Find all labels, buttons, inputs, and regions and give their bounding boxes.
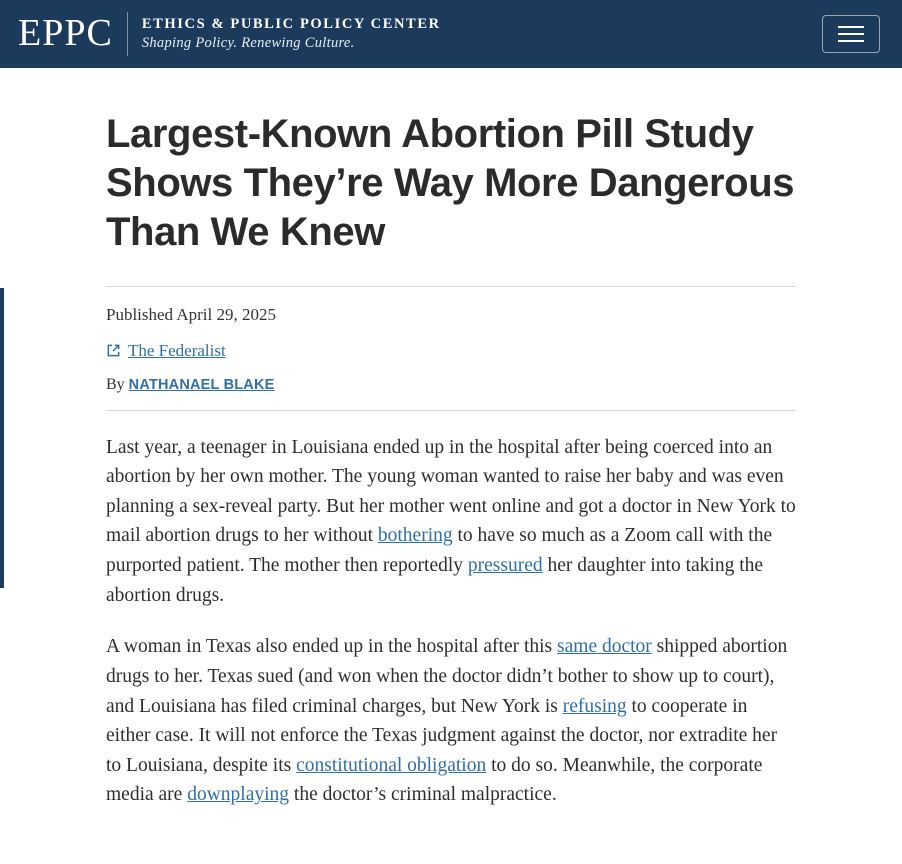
article-paragraph: A woman in Texas also ended up in the hospital after this same doctor shipped abortion drugs to her. Texas sued (and won when the doctor didn’t bother to show up to court), and Louisiana has filed criminal charges, but New York is refusing to cooperate in either case. It will not enforce the Texas judgment against the doctor, nor extradite her to Louisiana, despite its constitutional obligation to do so. Meanwhile, the corporate media are downplaying the doctor’s criminal malpractice. — [106, 636, 788, 806]
hamburger-bar — [838, 40, 864, 42]
site-brand[interactable] — [18, 12, 441, 56]
site-header — [0, 0, 902, 68]
brand-organization-name: ETHICS & PUBLIC POLICY CENTER — [141, 15, 441, 32]
article-container — [106, 68, 796, 810]
page-title: Largest-Known Abortion Pill Study Shows They’re Way More Dangerous Than We Knew — [106, 112, 795, 255]
inline-link[interactable]: constitutional obligation — [296, 754, 487, 776]
article-meta — [106, 287, 796, 410]
brand-logo-text: EPPC — [18, 11, 113, 54]
brand-tagline: Shaping Policy. Renewing Culture. — [141, 35, 355, 52]
byline — [106, 376, 796, 394]
inline-link[interactable]: downplaying — [187, 784, 290, 806]
published-date: Published April 29, 2025 — [106, 304, 277, 324]
source-publication[interactable] — [106, 341, 796, 361]
hamburger-bar — [838, 33, 864, 35]
page-body — [0, 68, 902, 864]
inline-link[interactable]: refusing — [562, 695, 627, 717]
inline-link[interactable]: same doctor — [557, 636, 652, 658]
inline-link[interactable]: bothering — [377, 525, 453, 547]
inline-link[interactable]: pressured — [467, 555, 543, 577]
left-accent-rail — [0, 288, 4, 588]
byline-prefix: By — [106, 375, 129, 393]
article-body — [106, 411, 796, 811]
brand-divider — [127, 12, 128, 56]
external-link-icon — [106, 343, 121, 358]
author-link[interactable]: NATHANAEL BLAKE — [128, 376, 275, 393]
hamburger-bar — [838, 26, 864, 28]
article-paragraph: Last year, a teenager in Louisiana ended up in the hospital after being coerced into an abortion by her own mother. The young woman wanted to raise her baby and was even planning a sex-reveal party. But her mother went online and got a doctor in New York to mail abortion drugs to her without bothering to have so much as a Zoom call with the purported patient. The mother then reportedly pressured her daughter into taking the abortion drugs. — [106, 436, 796, 606]
source-link[interactable]: The Federalist — [128, 340, 226, 360]
hamburger-menu-icon[interactable] — [822, 15, 880, 53]
